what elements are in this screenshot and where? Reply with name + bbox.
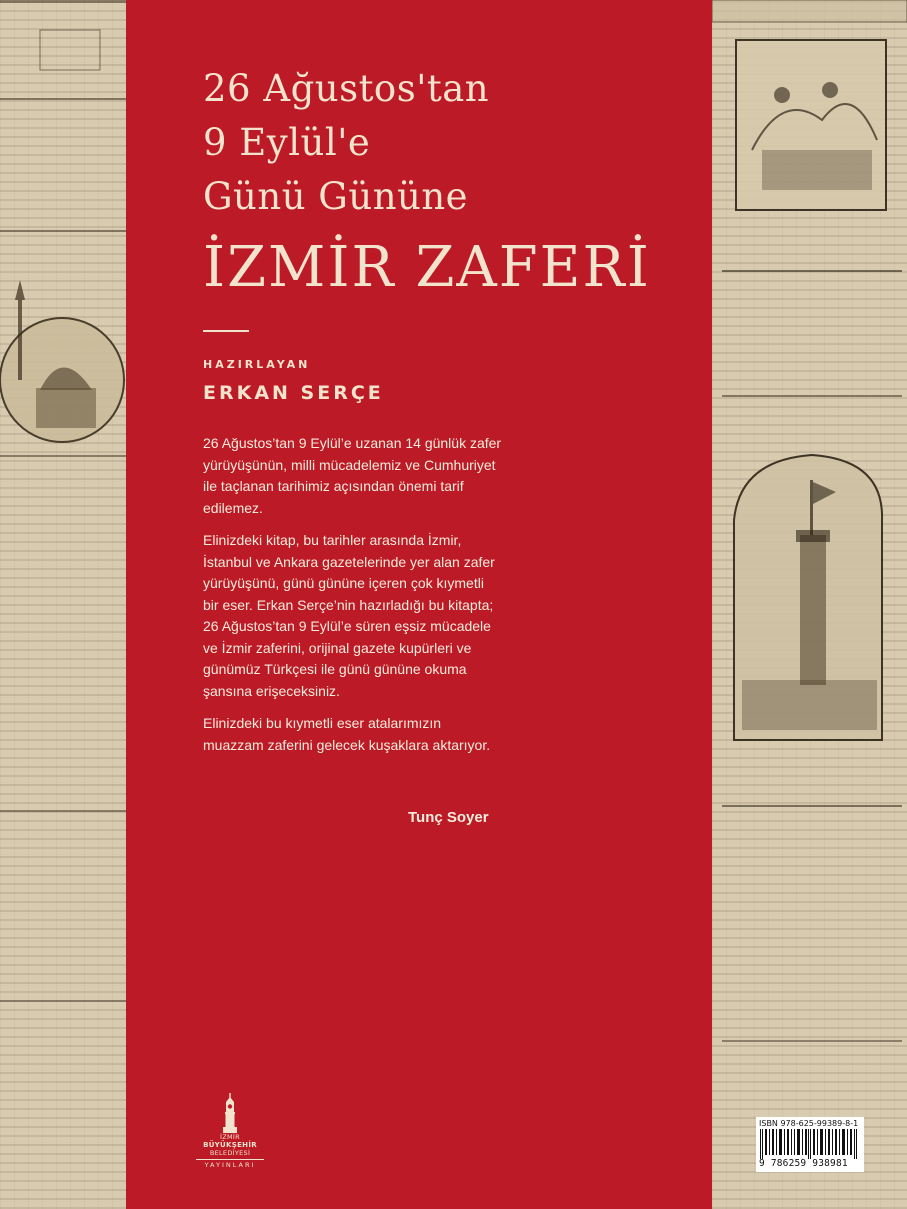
isbn-barcode [756, 1117, 864, 1172]
barcode-digits: 9 786259 938981 [759, 1158, 848, 1169]
subtitle-line: 26 Ağustos'tan [203, 67, 490, 110]
publisher-line: BELEDİYESİ [209, 1149, 251, 1157]
prepared-by-label: HAZIRLAYAN [203, 358, 311, 371]
subtitle-line: Günü Gününe [203, 175, 469, 218]
divider [203, 330, 249, 332]
newspaper-background-right [712, 0, 907, 1209]
author-name: ERKAN SERÇE [203, 382, 384, 404]
barcode-bars [759, 1129, 861, 1159]
publisher-line: YAYINLARI [196, 1159, 264, 1169]
newspaper-background-left [0, 0, 126, 1209]
newspaper-illustration-left [0, 0, 126, 1209]
blurb [203, 433, 503, 767]
newspaper-illustration-right [712, 0, 907, 1209]
subtitle [203, 62, 663, 224]
publisher-line: BÜYÜKŞEHİR [203, 1141, 257, 1149]
subtitle-line: 9 Eylül'e [203, 121, 371, 164]
blurb-paragraph: Elinizdeki kitap, bu tarihler arasında İzmir, İstanbul ve Ankara gazetelerinde yer alan zafer yürüyüşünü, günü gününe içeren çok kıymetli bir eser. Erkan Serçe’nin hazırladığı bu kitapta; 26 Ağustos’tan 9 Eylül’e süren eşsiz mücadele ve İzmir zaferini, orijinal gazete kupürleri ve günümüz Türkçesi ile günü gününe okuma şansına erişeceksiniz. [203, 532, 495, 699]
publisher-line: İZMİR [220, 1133, 240, 1141]
blurb-paragraph: 26 Ağustos’tan 9 Eylül’e uzanan 14 günlük zafer yürüyüşünün, milli mücadelemiz ve Cumhuriyet ile taçlanan tarihimiz açısından önemi tarif edilemez. [203, 435, 502, 516]
blurb-paragraph: Elinizdeki bu kıymetli eser atalarımızın muazzam zaferini gelecek kuşaklara aktarıyor. [203, 715, 491, 753]
back-cover-panel [126, 0, 712, 1209]
clock-tower-icon [220, 1093, 240, 1133]
book-title: İZMİR ZAFERİ [203, 235, 651, 300]
signature: Tunç Soyer [408, 809, 489, 826]
isbn-label: ISBN 978-625-99389-8-1 [759, 1119, 859, 1128]
publisher-logo [196, 1093, 264, 1169]
